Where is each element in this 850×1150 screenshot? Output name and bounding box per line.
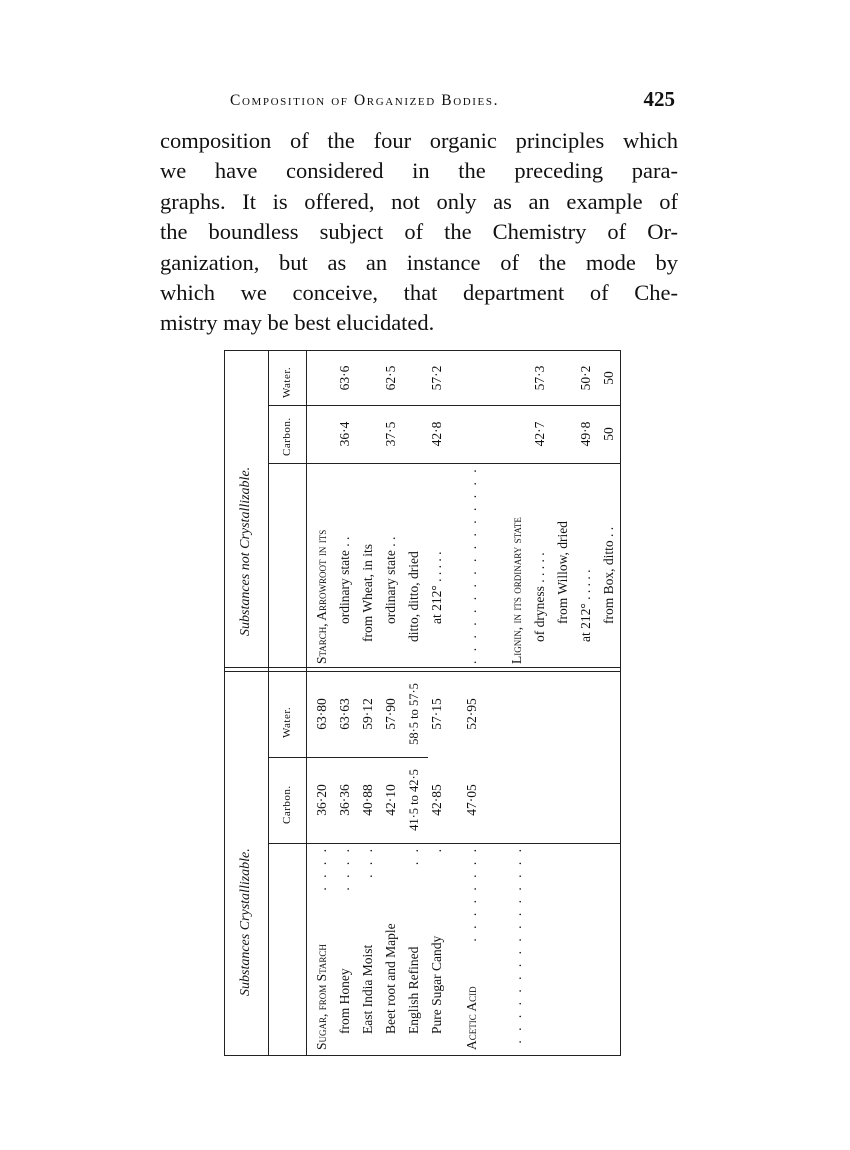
group-title-crystallizable: Substances Crystallizable. xyxy=(238,848,253,996)
page-number: 425 xyxy=(643,87,675,111)
row-label: at 212° . . . . . xyxy=(429,551,444,624)
table-rule xyxy=(224,350,225,1056)
cell-water: 63·63 xyxy=(337,698,352,730)
row-label: from Honey xyxy=(337,968,352,1034)
cell-water: 50 xyxy=(601,371,616,385)
cell-carbon: 36·36 xyxy=(337,784,352,816)
row-label: from Box, ditto . . xyxy=(601,526,616,624)
composition-table xyxy=(224,350,624,1056)
cell-carbon: 40·88 xyxy=(360,784,375,816)
table-rule xyxy=(224,350,621,351)
row-label: Sugar, from Starch xyxy=(314,944,329,1050)
table-rule xyxy=(620,350,621,1056)
col-head-water: Water. xyxy=(281,706,293,738)
cell-water: 57·90 xyxy=(383,698,398,730)
row-label: from Willow, dried xyxy=(555,521,570,624)
body-paragraph xyxy=(160,126,678,339)
paragraph-line: which we conceive, that department of Che- xyxy=(160,279,678,305)
leader-dots: . . xyxy=(406,846,421,866)
table-rule xyxy=(268,843,621,844)
cell-carbon: 42·8 xyxy=(429,421,444,447)
row-label: Starch, Arrowroot in its xyxy=(314,529,329,664)
row-label: East India Moist xyxy=(360,944,375,1034)
leader-dots: . . . . xyxy=(314,846,329,891)
cell-carbon: 37·5 xyxy=(383,421,398,447)
leader-dots: . . . xyxy=(360,846,375,878)
cell-carbon: 49·8 xyxy=(578,421,593,447)
row-label: . . . . . . . . . . . . . . . . xyxy=(464,466,479,664)
running-header xyxy=(230,87,680,114)
row-label: from Wheat, in its xyxy=(360,544,375,642)
table-rule xyxy=(306,350,307,1056)
cell-carbon: 36·4 xyxy=(337,421,352,447)
row-label: Acetic Acid xyxy=(464,986,479,1050)
leader-dots: . . . . . . . . xyxy=(464,846,479,942)
paragraph-line: mistry may be best elucidated. xyxy=(160,310,435,336)
row-label: of dryness . . . . . xyxy=(532,552,547,642)
cell-water: 62·5 xyxy=(383,365,398,391)
cell-carbon: 42·85 xyxy=(429,784,444,816)
row-label: ordinary state . . xyxy=(383,536,398,624)
cell-water: 50·2 xyxy=(578,365,593,391)
cell-carbon: 41·5 to 42·5 xyxy=(407,769,421,831)
cell-water: 59·12 xyxy=(360,698,375,730)
cell-water: 52·95 xyxy=(464,698,479,730)
leader-dots: . . . . . . . . . . . . . . . . xyxy=(509,846,524,1044)
col-head-carbon: Carbon. xyxy=(281,417,293,456)
cell-water: 63·80 xyxy=(314,698,329,730)
cell-carbon: 36·20 xyxy=(314,784,329,816)
cell-carbon: 42·10 xyxy=(383,784,398,816)
row-label: ditto, ditto, dried xyxy=(406,551,421,642)
table-rule xyxy=(268,463,621,464)
group-title-not-crystallizable: Substances not Crystallizable. xyxy=(238,466,253,636)
row-label: at 212° . . . . . xyxy=(578,569,593,642)
paragraph-line: the boundless subject of the Chemistry of Or- xyxy=(160,219,678,245)
cell-carbon: 42·7 xyxy=(532,421,547,447)
running-title: Composition of Organized Bodies. xyxy=(230,92,500,109)
cell-carbon: 50 xyxy=(601,427,616,441)
row-label: English Refined xyxy=(406,946,421,1034)
leader-dots: . xyxy=(429,846,444,853)
paragraph-line: graphs. It is offered, not only as an example of xyxy=(160,188,678,214)
leader-dots: . . . . xyxy=(337,846,352,891)
paragraph-line: ganization, but as an instance of the mode by xyxy=(160,249,678,275)
cell-water: 58·5 to 57·5 xyxy=(407,683,421,745)
cell-carbon: 47·05 xyxy=(464,784,479,816)
row-label: Pure Sugar Candy xyxy=(429,935,444,1034)
row-label: ordinary state . . xyxy=(337,536,352,624)
row-label: Beet root and Maple xyxy=(383,923,398,1034)
cell-water: 57·3 xyxy=(532,365,547,391)
cell-water: 63·6 xyxy=(337,365,352,391)
col-head-carbon: Carbon. xyxy=(281,785,293,824)
paragraph-line: composition of the four organic principles which xyxy=(160,128,678,153)
cell-water: 57·2 xyxy=(429,365,444,391)
col-head-water: Water. xyxy=(281,366,293,398)
table-rule xyxy=(224,1055,621,1056)
table-rule xyxy=(268,350,269,1056)
row-label: Lignin, in its ordinary state xyxy=(509,517,524,664)
cell-water: 57·15 xyxy=(429,698,444,730)
table-divider xyxy=(224,667,621,672)
paragraph-line: we have considered in the preceding para- xyxy=(160,158,678,184)
